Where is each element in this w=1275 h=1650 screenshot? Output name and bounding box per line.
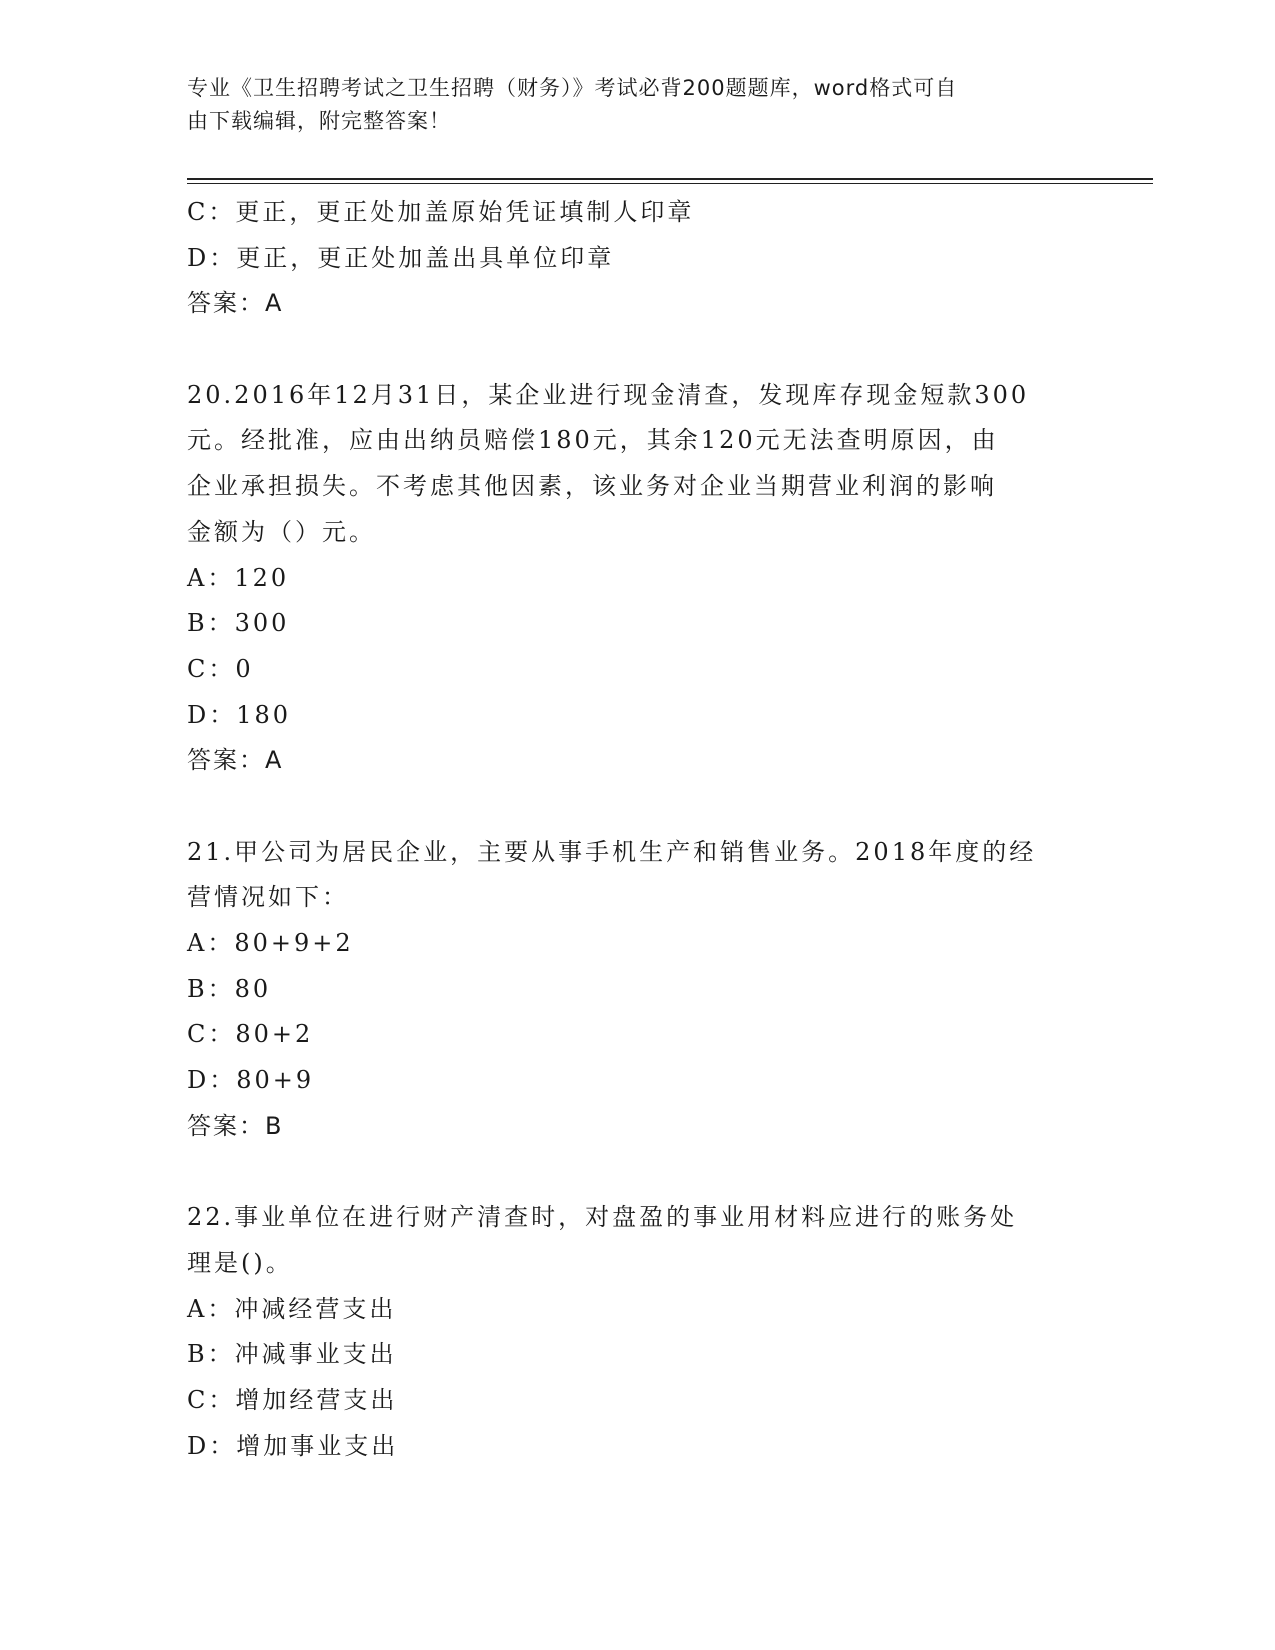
q22-stem-line-2: 理是()。 bbox=[187, 1248, 293, 1277]
spacer bbox=[187, 1149, 1087, 1195]
q19-option-d: D：更正，更正处加盖出具单位印章 bbox=[187, 243, 615, 272]
q20-stem-line-1: 20.2016年12月31日，某企业进行现金清查，发现库存现金短款300 bbox=[187, 380, 1030, 409]
q20-stem-line-2: 元。经批准，应由出纳员赔偿180元，其余120元无法查明原因，由 bbox=[187, 426, 999, 455]
q21-stem-line-2: 营情况如下： bbox=[187, 883, 349, 912]
q21-option-a: A：80+9+2 bbox=[187, 929, 354, 957]
header-divider-thick bbox=[187, 178, 1153, 180]
q22-option-b: B：冲减事业支出 bbox=[187, 1340, 397, 1369]
header-line-2: 由下载编辑，附完整答案！ bbox=[187, 109, 451, 133]
q22-option-d: D：增加事业支出 bbox=[187, 1431, 399, 1460]
question-list bbox=[187, 190, 1087, 1469]
q21-stem-line-1: 21.甲公司为居民企业，主要从事手机生产和销售业务。2018年度的经 bbox=[187, 837, 1037, 866]
q19-option-c: C：更正，更正处加盖原始凭证填制人印章 bbox=[187, 198, 695, 226]
spacer bbox=[187, 327, 1087, 373]
q21-option-b: B：80 bbox=[187, 974, 272, 1003]
q21-option-c: C：80+2 bbox=[187, 1020, 314, 1049]
q20-option-c: C：0 bbox=[187, 654, 254, 683]
page-header bbox=[187, 72, 1067, 138]
q19-answer: 答案：A bbox=[187, 289, 284, 318]
q22-stem-line-1: 22.事业单位在进行财产清查时，对盘盈的事业用材料应进行的账务处 bbox=[187, 1203, 1018, 1232]
q20-stem-line-3: 企业承担损失。不考虑其他因素，该业务对企业当期营业利润的影响 bbox=[187, 472, 997, 501]
spacer bbox=[187, 784, 1087, 830]
q20-answer: 答案：A bbox=[187, 746, 284, 775]
q20-stem-line-4: 金额为（）元。 bbox=[187, 517, 376, 546]
header-divider-thin bbox=[187, 183, 1153, 184]
q21-answer: 答案：B bbox=[187, 1111, 284, 1140]
q20-option-a: A：120 bbox=[187, 563, 290, 592]
q20-option-d: D：180 bbox=[187, 700, 292, 729]
q21-option-d: D：80+9 bbox=[187, 1066, 315, 1095]
header-line-1: 专业《卫生招聘考试之卫生招聘（财务）》考试必背200题题库，word格式可自 bbox=[187, 76, 958, 100]
q22-option-a: A：冲减经营支出 bbox=[187, 1294, 397, 1323]
q22-option-c: C：增加经营支出 bbox=[187, 1385, 398, 1414]
q20-option-b: B：300 bbox=[187, 609, 290, 638]
